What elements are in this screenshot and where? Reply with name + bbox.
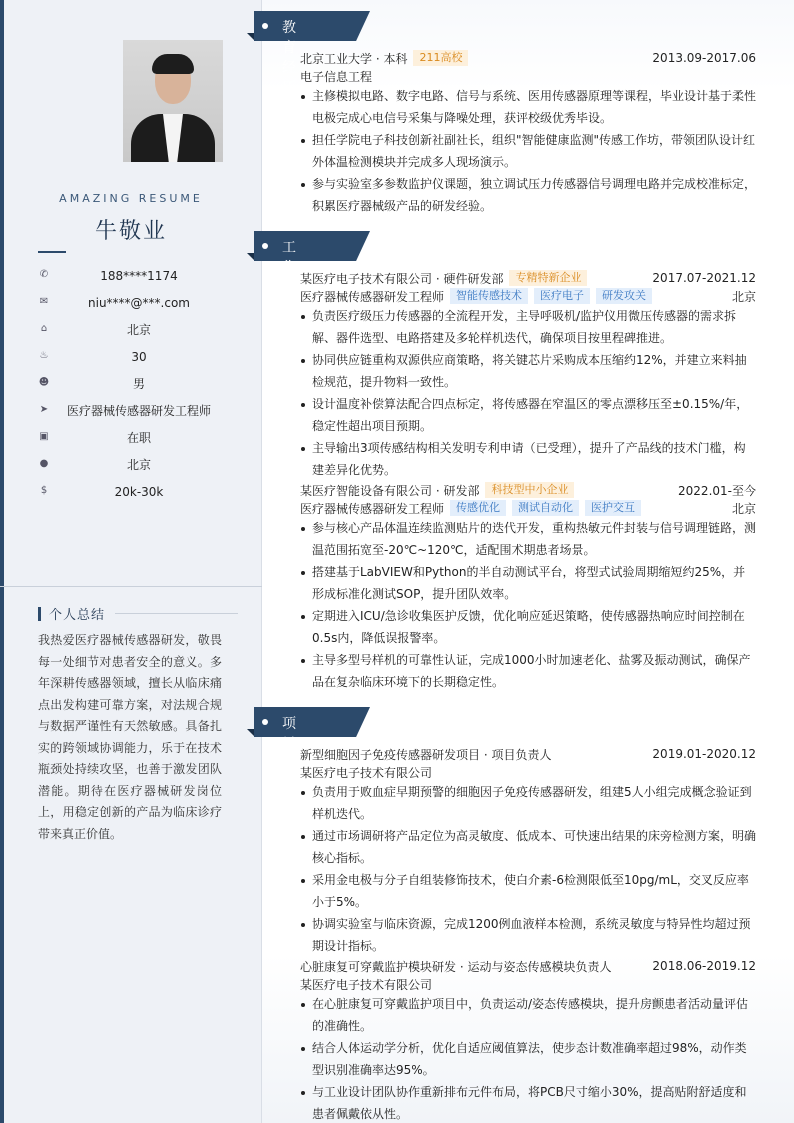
info-age: [38, 343, 238, 370]
list-item: 搭建基于LabVIEW和Python的半自动测试平台，将型式试验周期缩短约25%，并形成标准化测试SOP，提升团队效率。: [300, 562, 756, 605]
person-icon: ☻: [38, 377, 50, 388]
work-bullets: [300, 518, 756, 693]
info-email: [38, 289, 238, 316]
location-icon: ●: [39, 458, 49, 469]
sidebar: [0, 0, 262, 1123]
company-tag: 专精特新企业: [509, 270, 587, 286]
education-major: 电子信息工程: [300, 69, 373, 84]
resume-tagline: AMAZING RESUME: [59, 192, 203, 205]
briefcase-icon: ▣: [39, 431, 49, 442]
info-value: niu****@***.com: [88, 295, 190, 310]
send-icon: ➤: [39, 404, 49, 415]
work-date: 2017.07-2021.12: [652, 271, 756, 285]
info-target-city: [38, 451, 238, 478]
list-item: 在心脏康复可穿戴监护项目中，负责运动/姿态传感模块，提升房颤患者活动量评估的准确性。: [300, 994, 756, 1037]
name-underline: [38, 251, 66, 253]
section-title: 教育经历: [282, 20, 297, 96]
project-title: 心脏康复可穿戴监护模块研发 · 运动与姿态传感模块负责人: [300, 959, 612, 974]
project-org: 某医疗电子技术有限公司: [300, 765, 433, 780]
company-tag: 科技型中小企业: [485, 482, 574, 498]
list-item: 定期进入ICU/急诊收集医护反馈，优化响应延迟策略，使传感器热响应时间控制在0.5s内，降低误报警率。: [300, 606, 756, 649]
project-org: 某医疗电子技术有限公司: [300, 977, 433, 992]
skill-tag: 研发攻关: [596, 288, 652, 304]
section-title: 项目经历: [282, 716, 297, 792]
work-entry: [300, 481, 756, 693]
project-title: 新型细胞因子免疫传感器研发项目 · 项目负责人: [300, 747, 552, 762]
info-salary: [38, 478, 238, 505]
project-date: 2018.06-2019.12: [652, 959, 756, 973]
education-entry: [300, 49, 756, 217]
info-value: 在职: [126, 431, 151, 445]
cake-icon: ♨: [39, 350, 49, 361]
list-item: 主修模拟电路、数字电路、信号与系统、医用传感器原理等课程，毕业设计基于柔性电极完成心电信号采集与降噪处理，获评校级优秀毕设。: [300, 86, 756, 129]
project-bullets: [300, 994, 756, 1123]
work-entry: [300, 269, 756, 481]
info-value: 男: [132, 377, 145, 391]
sidebar-divider: [0, 586, 262, 587]
list-item: 与工业设计团队协作重新排布元件布局，将PCB尺寸缩小30%，提高贴附舒适度和患者佩戴依从性。: [300, 1082, 756, 1123]
skill-tag: 医疗电子: [534, 288, 590, 304]
list-item: 通过市场调研将产品定位为高灵敏度、低成本、可快速出结果的床旁检测方案，明确核心指标。: [300, 826, 756, 869]
work-city: 北京: [731, 501, 756, 516]
info-value: 医疗器械传感器研发工程师: [66, 404, 211, 418]
list-item: 设计温度补偿算法配合四点标定，将传感器在窄温区的零点漂移压至±0.15%/年，稳定性超出项目预期。: [300, 394, 756, 437]
skill-tag: 医护交互: [585, 500, 641, 516]
project-date: 2019.01-2020.12: [652, 747, 756, 761]
list-item: 主导多型号样机的可靠性认证，完成1000小时加速老化、盐雾及振动测试，确保产品在复杂临床环境下的长期稳定性。: [300, 650, 756, 693]
main-content: [262, 0, 794, 1123]
candidate-name: 牛敬业: [94, 219, 167, 244]
school-tag: 211高校: [413, 50, 468, 66]
company-name: 某医疗电子技术有限公司 · 硬件研发部: [300, 271, 504, 286]
info-value: 188****1174: [100, 268, 178, 283]
info-value: 北京: [126, 458, 151, 472]
work-bullets: [300, 306, 756, 481]
work-city: 北京: [731, 289, 756, 304]
sidebar-accent-bar: [0, 0, 4, 1123]
list-item: 主导输出3项传感结构相关发明专利申请（已受理），提升了产品线的技术门槛，构建差异化优势。: [300, 438, 756, 481]
project-entry: [300, 745, 756, 957]
company-name: 某医疗智能设备有限公司 · 研发部: [300, 483, 480, 498]
list-item: 采用金电极与分子自组装修饰技术，使白介素-6检测限低至10pg/mL，交叉反应率小于5%。: [300, 870, 756, 913]
education-bullets: [300, 86, 756, 217]
summary-heading: [38, 604, 238, 623]
list-item: 结合人体运动学分析，优化自适应阈值算法，使步态计数准确率超过98%，动作类型识别准确率达95%。: [300, 1038, 756, 1081]
list-item: 协同供应链重构双源供应商策略，将关键芯片采购成本压缩约12%，并建立来料抽检规范，提升物料一致性。: [300, 350, 756, 393]
education-date: 2013.09-2017.06: [652, 51, 756, 65]
list-item: 参与核心产品体温连续监测贴片的迭代开发，重构热敏元件封装与信号调理链路，测温范围拓宽至-20℃~120℃，适配围术期患者场景。: [300, 518, 756, 561]
info-status: [38, 424, 238, 451]
project-bullets: [300, 782, 756, 957]
home-icon: ⌂: [40, 323, 48, 334]
skill-tag: 智能传感技术: [450, 288, 528, 304]
school-name: 北京工业大学 · 本科: [300, 51, 408, 66]
phone-icon: ✆: [39, 269, 49, 280]
work-date: 2022.01-至今: [678, 483, 756, 498]
info-residence: [38, 316, 238, 343]
list-item: 担任学院电子科技创新社副社长，组织"智能健康监测"传感工作坊，带领团队设计红外体温检测模块并完成多人现场演示。: [300, 130, 756, 173]
mail-icon: ✉: [39, 296, 49, 307]
profile-photo: [123, 40, 223, 162]
section-title: 工作经历: [282, 240, 297, 316]
list-item: 负责用于败血症早期预警的细胞因子免疫传感器研发，组建5人小组完成概念验证到样机迭代。: [300, 782, 756, 825]
info-phone: [38, 262, 238, 289]
list-item: 参与实验室多参数监护仪课题，独立调试压力传感器信号调理电路并完成校准标定，积累医疗器械级产品的研发经验。: [300, 174, 756, 217]
job-role: 医疗器械传感器研发工程师: [300, 501, 445, 516]
info-gender: [38, 370, 238, 397]
info-target-job: [38, 397, 238, 424]
info-value: 20k-30k: [114, 484, 164, 499]
project-entry: [300, 957, 756, 1123]
list-item: 协调实验室与临床资源，完成1200例血液样本检测，系统灵敏度与特异性均超过预期设计指标。: [300, 914, 756, 957]
job-role: 医疗器械传感器研发工程师: [300, 289, 445, 304]
list-item: 负责医疗级压力传感器的全流程开发，主导呼吸机/监护仪用微压传感器的需求拆解、器件选型、电路搭建及多轮样机迭代，确保项目按里程碑推进。: [300, 306, 756, 349]
skill-tag: 测试自动化: [512, 500, 579, 516]
money-icon: $: [40, 485, 48, 496]
info-value: 北京: [126, 323, 151, 337]
contact-info-list: [38, 262, 238, 505]
summary-title: 个人总结: [49, 608, 106, 623]
skill-tag: 传感优化: [450, 500, 506, 516]
info-value: 30: [131, 349, 147, 364]
summary-text: 我热爱医疗器械传感器研发，敬畏每一处细节对患者安全的意义。多年深耕传感器领域，擅长从临床痛点出发构建可靠方案，对法规合规与数据严谨性有天然敏感。具备扎实的跨领域协调能力，乐于在技术瓶颈处持续攻坚，也善于激发团队潜能。期待在医疗器械研发岗位上，用稳定创新的产品为临床诊疗带来真正价值。: [38, 633, 222, 841]
